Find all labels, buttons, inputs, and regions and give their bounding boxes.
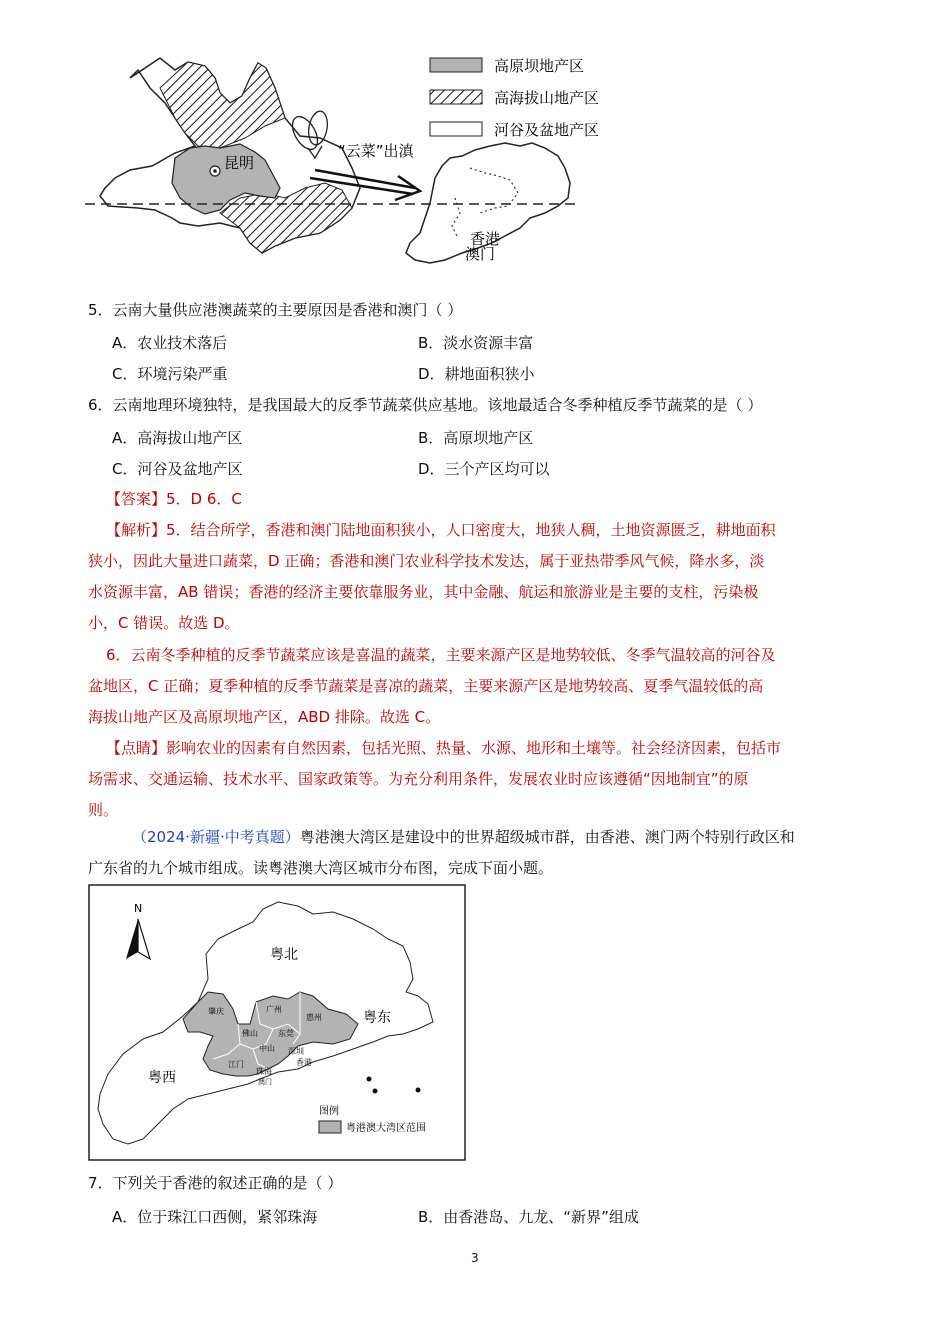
q7-option-b: B．由香港岛、九龙、“新界”组成 [418, 1208, 639, 1226]
island-dot [367, 1077, 372, 1082]
north-label: N [134, 902, 143, 915]
city-foshan: 佛山 [242, 1029, 258, 1038]
analysis-line-4: 小，C 错误。故选 D。 [88, 614, 240, 632]
city-shenzhen: 深圳 [288, 1047, 304, 1056]
city-zhuhai: 珠海 [256, 1067, 272, 1076]
city-macau: 澳门 [258, 1078, 272, 1086]
question-7-stem: 7．下列关于香港的叙述正确的是（ ） [88, 1174, 343, 1192]
region-yuexi: 粤西 [148, 1070, 176, 1086]
intro-line-1: （2024·新疆·中考真题）粤港澳大湾区是建设中的世界超级城市群，由香港、澳门两个特别行政区和 [132, 828, 795, 846]
gba-map [88, 884, 466, 1162]
city-zhongshan: 中山 [259, 1044, 275, 1053]
city-jiangmen: 江门 [228, 1060, 244, 1069]
dianjing-line-1: 【点睛】影响农业的因素有自然因素，包括光照、热量、水源、地形和土壤等。社会经济因素，包括市 [106, 739, 782, 757]
analysis-line-3: 水资源丰富，AB 错误；香港的经济主要依靠服务业，其中金融、航运和旅游业是主要的支柱，污染极 [88, 583, 759, 601]
analysis-line-5: 6．云南冬季种植的反季节蔬菜应该是喜温的蔬菜，主要来源产区是地势较低、冬季气温较高的河谷及 [106, 646, 776, 664]
q5-option-a: A．农业技术落后 [112, 334, 228, 352]
hongkong-label: 香港 [470, 230, 501, 248]
region-yuebei: 粤北 [270, 947, 298, 963]
q6-option-c: C．河谷及盆地产区 [112, 460, 243, 478]
legend-label-gba: 粤港澳大湾区范围 [346, 1123, 426, 1134]
dianjing-line-2: 场需求、交通运输、技术水平、国家政策等。为充分利用条件，发展农业时应该遵循“因地制宜”的原 [88, 770, 749, 788]
city-hongkong: 香港 [296, 1058, 312, 1067]
source-tag: （2024·新疆·中考真题） [132, 828, 300, 846]
dianjing-label: 【点睛】 [106, 739, 167, 757]
legend-label-plateau: 高原坝地产区 [494, 57, 585, 75]
q6-option-a: A．高海拔山地产区 [112, 429, 243, 447]
yunnan-map [80, 48, 640, 273]
q5-option-b: B．淡水资源丰富 [418, 334, 534, 352]
legend-title: 图例 [319, 1106, 339, 1117]
q5-option-c: C．环境污染严重 [112, 365, 228, 383]
q6-option-b: B．高原坝地产区 [418, 429, 534, 447]
analysis-line-1: 【解析】5．结合所学，香港和澳门陆地面积狭小，人口密度大，地狭人稠，土地资源匮乏，耕地面积 [106, 521, 776, 539]
island-dot [373, 1089, 378, 1094]
analysis-line-2: 狭小，因此大量进口蔬菜，D 正确；香港和澳门农业科学技术发达，属于亚热带季风气候，降水多，淡 [88, 552, 765, 570]
question-5-stem: 5．云南大量供应港澳蔬菜的主要原因是香港和澳门（ ） [88, 301, 463, 319]
legend-swatch-valley [430, 122, 482, 136]
question-6-stem: 6．云南地理环境独特，是我国最大的反季节蔬菜供应基地。该地最适合冬季种植反季节蔬菜的是（ ） [88, 396, 763, 414]
legend-label-mountain: 高海拔山地产区 [494, 89, 600, 107]
island-dot [416, 1088, 421, 1093]
q7-option-a: A．位于珠江口西侧，紧邻珠海 [112, 1208, 318, 1226]
legend-swatch-mountain [430, 90, 482, 104]
region-yuedong: 粤东 [363, 1010, 391, 1026]
q5-option-d: D．耕地面积狭小 [418, 365, 535, 383]
analysis-line-6: 盆地区，C 正确；夏季种植的反季节蔬菜是喜凉的蔬菜，主要来源产区是地势较高、夏季气温较低的高 [88, 677, 764, 695]
analysis-label: 【解析】 [106, 521, 167, 539]
dianjing-line-3: 则。 [88, 801, 119, 819]
q6-option-d: D．三个产区均可以 [418, 460, 550, 478]
answer-line: 【答案】5．D 6．C [106, 490, 242, 508]
city-dongguan: 东莞 [278, 1029, 294, 1038]
analysis-line-7: 海拔山地产区及高原坝地产区，ABD 排除。故选 C。 [88, 708, 441, 726]
macau-label: 澳门 [465, 245, 496, 263]
legend-swatch-plateau [430, 58, 482, 72]
kunming-label: 昆明 [224, 154, 255, 172]
city-huizhou: 惠州 [306, 1013, 322, 1022]
legend-label-valley: 河谷及盆地产区 [494, 121, 600, 139]
city-zhaoqing: 肇庆 [208, 1007, 224, 1016]
legend-swatch-gba [319, 1121, 341, 1133]
yuncai-label: “云菜”出滇 [338, 142, 414, 160]
intro-line-2: 广东省的九个城市组成。读粤港澳大湾区城市分布图，完成下面小题。 [88, 859, 554, 877]
page-number: 3 [471, 1251, 479, 1265]
city-guangzhou: 广州 [266, 1005, 282, 1014]
